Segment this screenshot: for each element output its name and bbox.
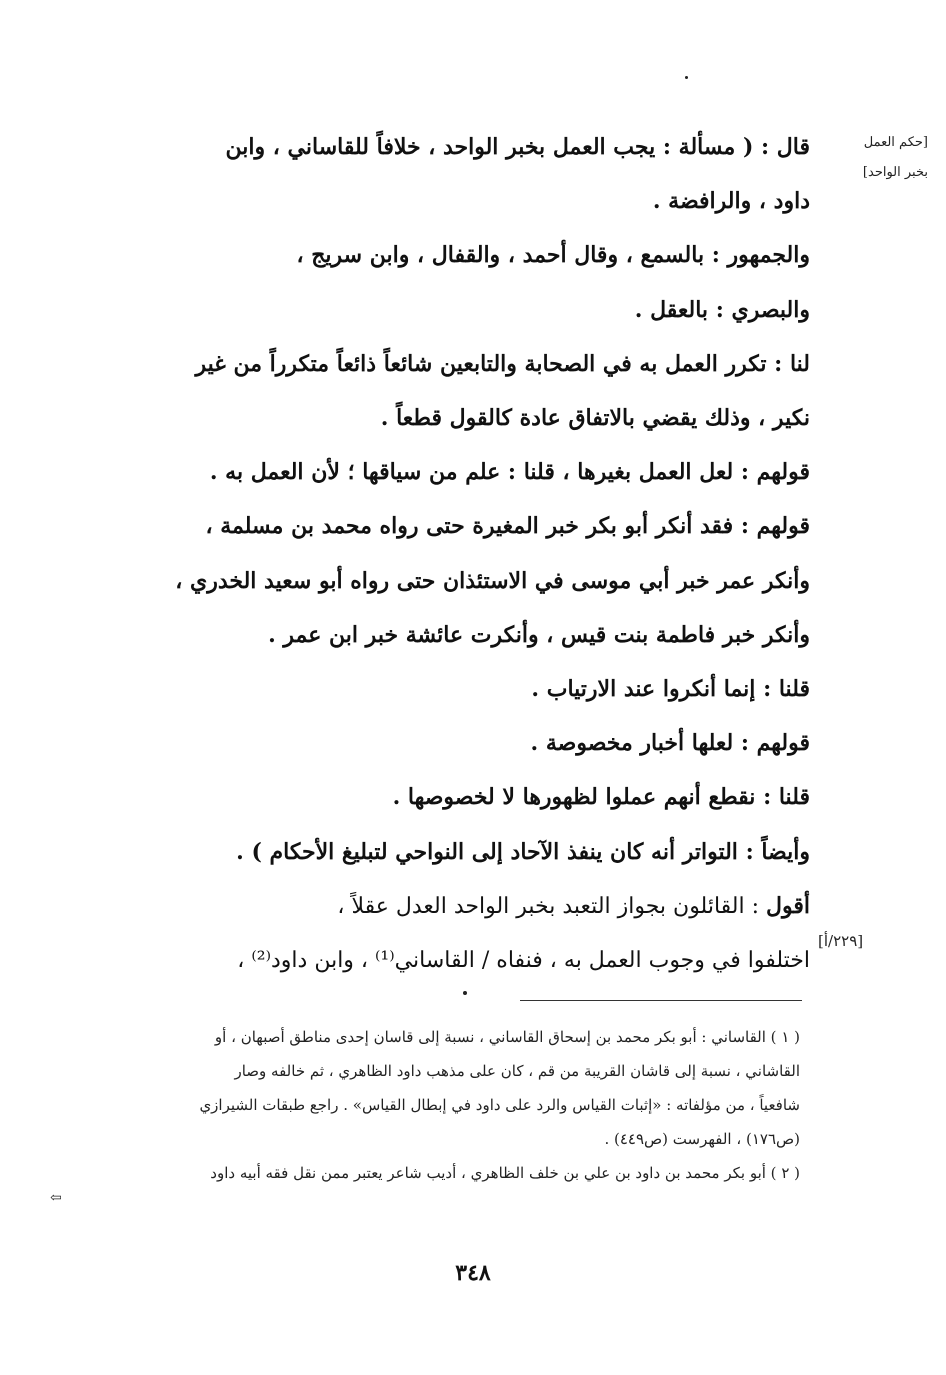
- footnote-line: القاشاني ، نسبة إلى قاشان القريبة من قم ، كان على مذهب داود الظاهري ، ثم خالفه وصار: [234, 1062, 800, 1080]
- commentary-line: اختلفوا في وجوب العمل به ، فنفاه / القاساني⁽¹⁾ ، وابن داود⁽²⁾ ،: [237, 948, 810, 974]
- text-line: والبصري : بالعقل .: [634, 296, 810, 323]
- continuation-arrow-icon: ⇦: [50, 1190, 62, 1206]
- footnote-line: شافعياً ، من مؤلفاته : «إثبات القياس والرد على داود في إبطال القياس» . راجع طبقات الشيرازي: [199, 1096, 800, 1114]
- footnotes: [50, 1020, 800, 1206]
- text-line: قولهم : لعل العمل بغيرها ، قلنا : علم من سياقها ؛ لأن العمل به .: [209, 459, 810, 486]
- footnote-line: (ص١٧٦) ، الفهرست (ص٤٤٩) .: [604, 1130, 800, 1148]
- main-text: [50, 120, 810, 988]
- text-line: قولهم : لعلها أخبار مخصوصة .: [530, 730, 810, 757]
- text-line: نكير ، وذلك يقضي بالاتفاق عادة كالقول قطعاً .: [380, 405, 810, 432]
- commentary-line: [50, 879, 810, 934]
- text-line: قلنا : إنما أنكروا عند الارتياب .: [531, 676, 810, 703]
- page-number: ٣٤٨: [455, 1260, 491, 1286]
- footnote-separator: [520, 1000, 802, 1001]
- text-line: قلنا : نقطع أنهم عملوا لظهورها لا لخصوصها .: [392, 784, 810, 811]
- text-line: قولهم : فقد أنكر أبو بكر خبر المغيرة حتى رواه محمد بن مسلمة ،: [205, 513, 810, 540]
- footnote-line: ( ٢ ) أبو بكر محمد بن داود بن علي بن خلف الظاهري ، أديب شاعر يعتبر ممن نقل فقه أبيه داود: [210, 1164, 800, 1182]
- margin-note: [818, 128, 928, 188]
- footnote-line: ( ١ ) القاساني : أبو بكر محمد بن إسحاق القاساني ، نسبة إلى قاسان إحدى مناطق أصبهان ، أو: [214, 1028, 800, 1046]
- folio-reference: [٢٢٩/أ]: [818, 932, 864, 950]
- text-line: والجمهور : بالسمع ، وقال أحمد ، والقفال ، وابن سريج ،: [296, 242, 810, 269]
- margin-note-line: [حكم العمل: [863, 135, 928, 150]
- ink-dot: [463, 991, 467, 995]
- margin-note-line: بخبر الواحد]: [862, 165, 928, 180]
- commentary-text: : القائلون بجواز التعبد بخبر الواحد العدل عقلاً ،: [337, 893, 767, 919]
- ink-dot: [685, 76, 688, 79]
- text-line: لنا : تكرر العمل به في الصحابة والتابعين شائعاً ذائعاً متكرراً من غير: [195, 350, 810, 377]
- text-line: وأنكر عمر خبر أبي موسى في الاستئذان حتى رواه أبو سعيد الخدري ،: [175, 567, 810, 594]
- text-line: داود ، والرافضة .: [652, 188, 810, 215]
- commentary-heading: أقول: [766, 892, 810, 919]
- text-line: قال : ( مسألة : يجب العمل بخبر الواحد ، خلافاً للقاساني ، وابن: [225, 134, 810, 160]
- text-line: وأيضاً : التواتر أنه كان ينفذ الآحاد إلى النواحي لتبليغ الأحكام ) .: [236, 838, 810, 865]
- text-line: وأنكر خبر فاطمة بنت قيس ، وأنكرت عائشة خبر ابن عمر .: [268, 621, 810, 648]
